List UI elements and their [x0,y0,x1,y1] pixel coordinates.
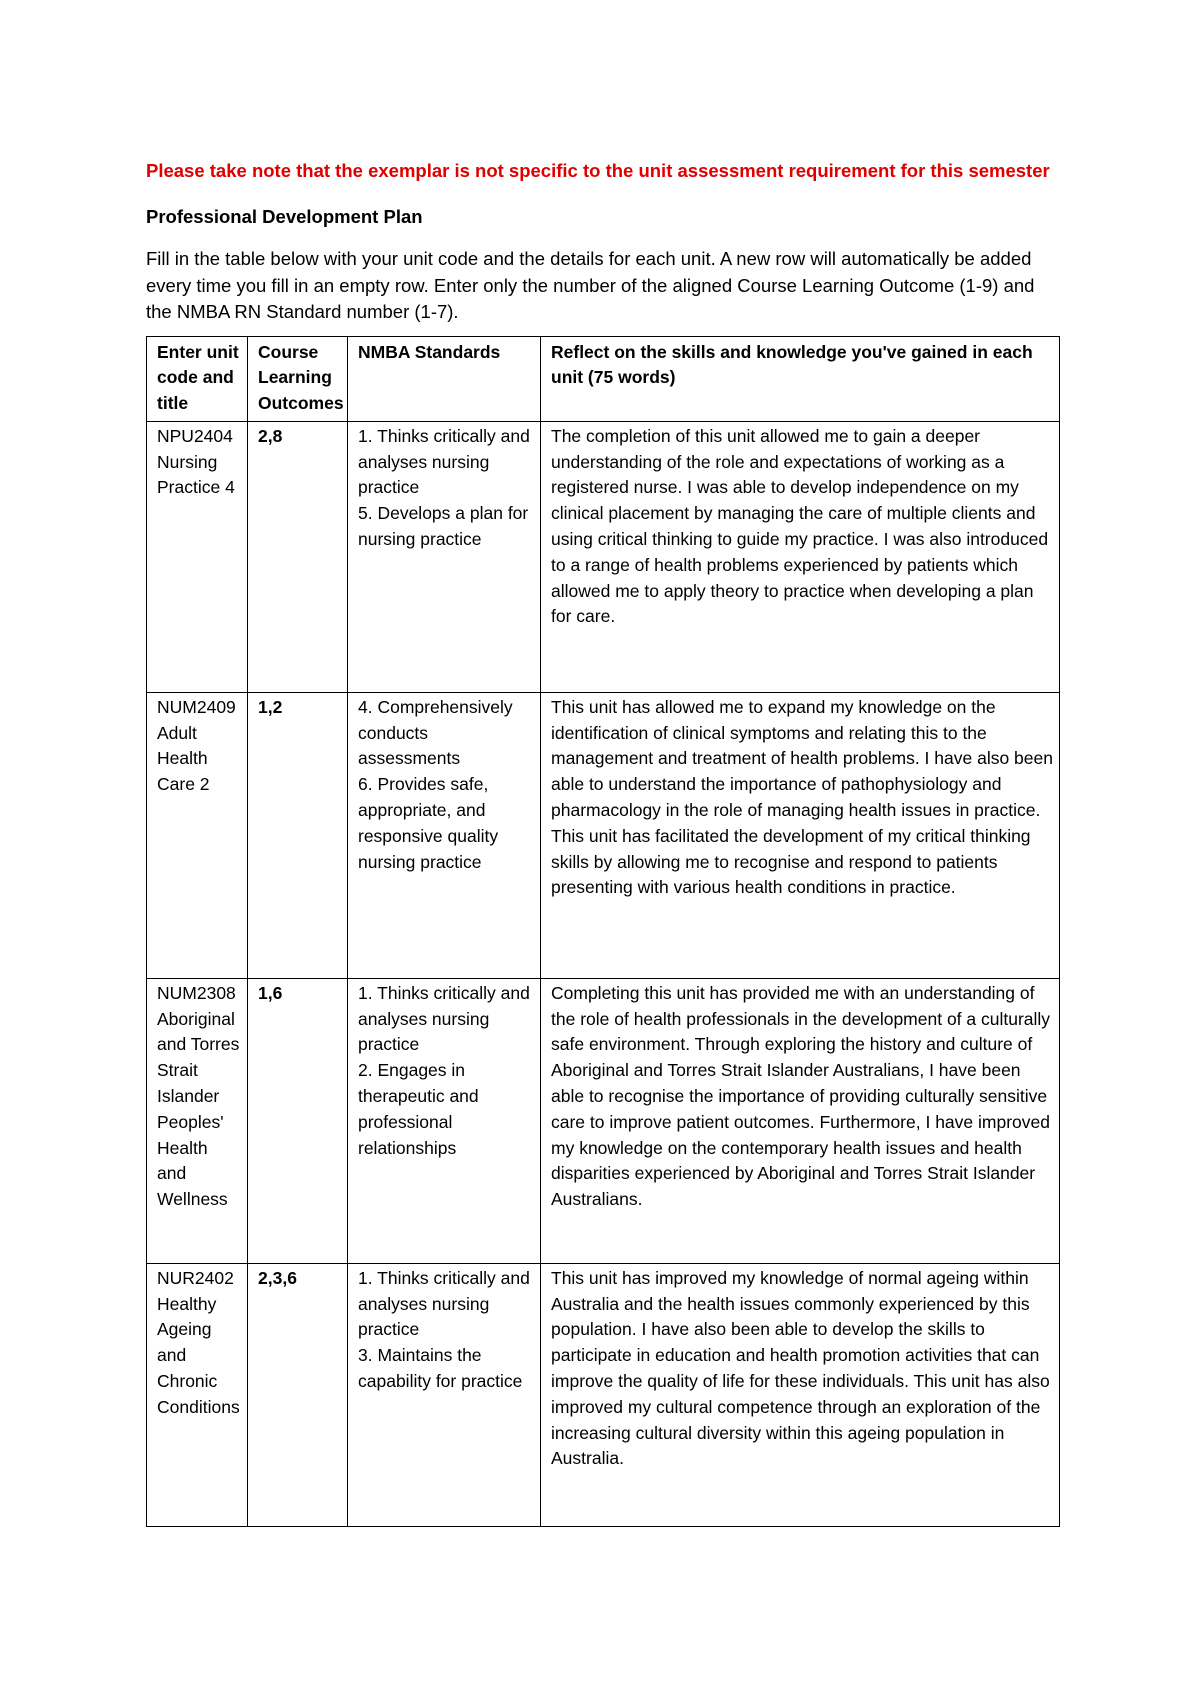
standard-item: 2. Engages in therapeutic and professional relationships [358,1060,479,1158]
standard-item: 3. Maintains the capability for practice [358,1345,523,1392]
instructions-paragraph: Fill in the table below with your unit code and the details for each unit. A new row will automatically be added every time you fill in an empty row. Enter only the number of the aligned Course Learning Outcome (1-9) and the NMBA RN Standard number (1-7). [146,248,1035,322]
table-header-row [147,336,1060,421]
clo-cell: 1,2 [248,692,348,978]
document-page [146,158,1060,1527]
standards-cell [348,421,541,692]
unit-code-cell: NUM2409 Adult Health Care 2 [147,692,248,978]
standard-item: 5. Develops a plan for nursing practice [358,503,529,550]
reflection-cell: Completing this unit has provided me with an understanding of the role of health professionals in the development of a culturally safe environment. Through exploring the history and culture of Aboriginal and Torres Strait Islander Australians, I have been able to recognise the importance of providing culturally sensitive care to improve patient outcomes. Furthermore, I have improved my knowledge on the contemporary health issues and health disparities experienced by Aboriginal and Torres Strait Islander Australians. [541,978,1060,1263]
reflection-cell: This unit has improved my knowledge of normal ageing within Australia and the health issues commonly experienced by this population. I have also been able to develop the skills to participate in education and health promotion activities that can improve the quality of life for these individuals. This unit has also improved my cultural competence through an exploration of the increasing cultural diversity within this ageing population in Australia. [541,1263,1060,1526]
unit-code-cell: NPU2404 Nursing Practice 4 [147,421,248,692]
clo-cell: 2,8 [248,421,348,692]
standard-item: 1. Thinks critically and analyses nursing practice [358,425,530,498]
standard-item: 1. Thinks critically and analyses nursing practice [358,982,530,1055]
clo-cell: 2,3,6 [248,1263,348,1526]
table-row [147,421,1060,692]
development-plan-table [146,336,1060,1527]
unit-code-cell: NUM2308 Aboriginal and Torres Strait Islander Peoples' Health and Wellness [147,978,248,1263]
exemplar-notice: Please take note that the exemplar is not specific to the unit assessment requirement for this semester [146,160,1050,181]
header-course-learning-outcomes: Course Learning Outcomes [248,336,348,421]
standard-item: 6. Provides safe, appropriate, and responsive quality nursing practice [358,774,499,872]
reflection-cell: The completion of this unit allowed me to gain a deeper understanding of the role and expectations of working as a registered nurse. I was able to develop independence on my clinical placement by managing the care of multiple clients and using critical thinking to guide my practice. I was also introduced to a range of health problems experienced by patients which allowed me to apply theory to practice when developing a plan for care. [541,421,1060,692]
standard-item: 4. Comprehensively conducts assessments [358,696,513,769]
standards-cell [348,978,541,1263]
page-title: Professional Development Plan [146,206,423,227]
clo-cell: 1,6 [248,978,348,1263]
header-reflection: Reflect on the skills and knowledge you've gained in each unit (75 words) [541,336,1060,421]
header-nmba-standards: NMBA Standards [348,336,541,421]
header-unit-code: Enter unit code and title [147,336,248,421]
table-row [147,978,1060,1263]
standards-cell [348,1263,541,1526]
unit-code-cell: NUR2402 Healthy Ageing and Chronic Conditions [147,1263,248,1526]
table-row [147,1263,1060,1526]
reflection-cell: This unit has allowed me to expand my knowledge on the identification of clinical symptoms and relating this to the management and treatment of health problems. I have also been able to understand the importance of pathophysiology and pharmacology in the role of managing health issues in practice. This unit has facilitated the development of my critical thinking skills by allowing me to recognise and respond to patients presenting with various health conditions in practice. [541,692,1060,978]
standard-item: 1. Thinks critically and analyses nursing practice [358,1267,530,1340]
table-row [147,692,1060,978]
standards-cell [348,692,541,978]
